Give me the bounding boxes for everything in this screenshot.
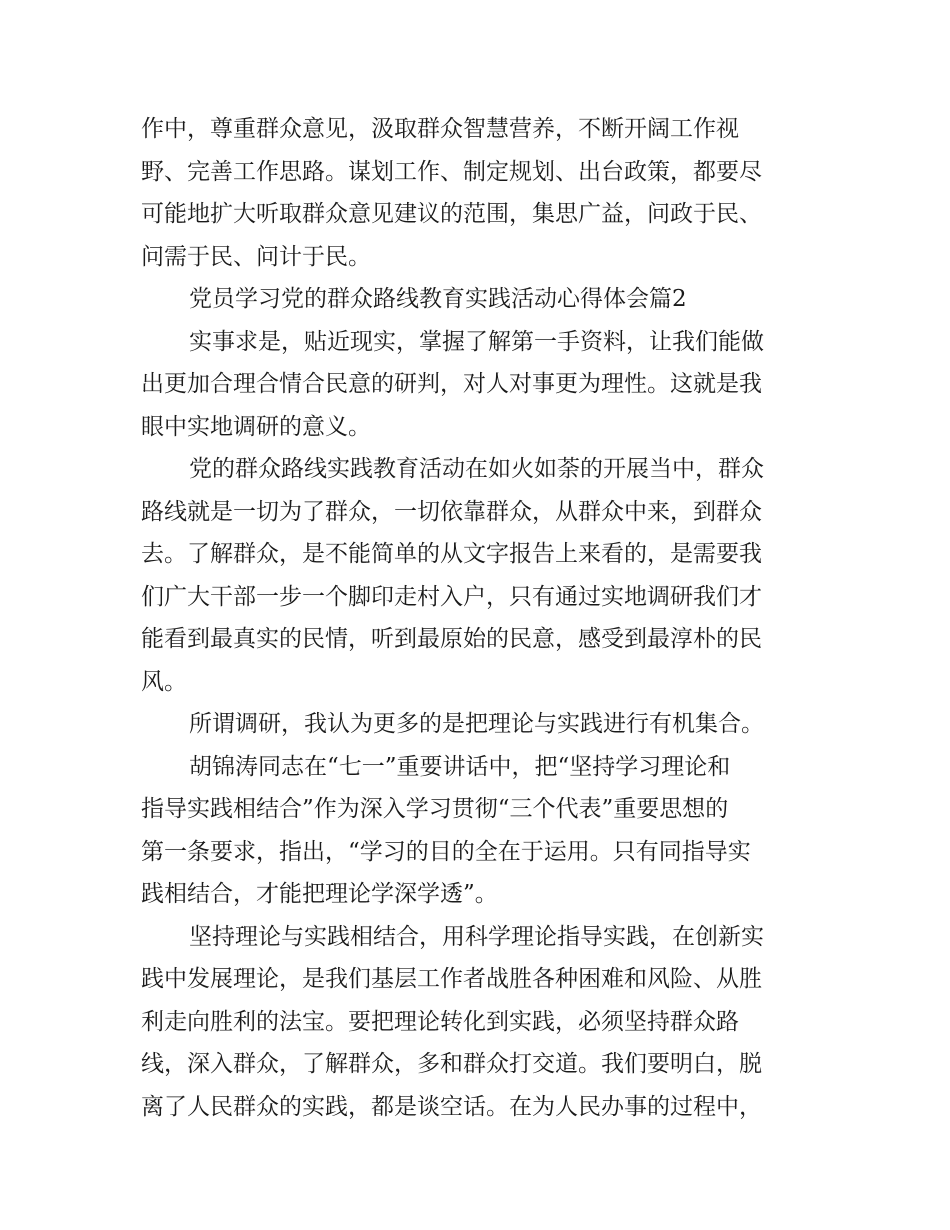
- text-line: 去。了解群众，是不能简单的从文字报告上来看的，是需要我: [141, 541, 762, 567]
- paragraph-6: [141, 746, 813, 916]
- text-line: 利走向胜利的法宝。要把理论转化到实践，必须坚持群众路: [141, 1008, 739, 1035]
- paragraph-1: [141, 108, 813, 278]
- text-line: 问需于民、问计于民。: [141, 243, 371, 270]
- paragraph-4: [141, 448, 813, 703]
- text-line: 线，深入群众，了解群众，多和群众打交道。我们要明白，脱: [141, 1051, 762, 1077]
- paragraph-5: [141, 703, 813, 746]
- text-line: 可能地扩大听取群众意见建议的范围，集思广益，问政于民、: [141, 201, 762, 227]
- text-line: 党的群众路线实践教育活动在如火如荼的开展当中，群众: [189, 456, 764, 482]
- text-line: 们广大干部一步一个脚印走村入户，只有通过实地调研我们才: [141, 583, 762, 610]
- text-line: 所谓调研，我认为更多的是把理论与实践进行有机集合。: [189, 711, 764, 737]
- heading-line: 党员学习党的群众路线教育实践活动心得体会篇2: [189, 286, 687, 312]
- text-line: 作中，尊重群众意见，汲取群众智慧营养，不断开阔工作视: [141, 116, 739, 142]
- text-line: 能看到最真实的民情，听到最原始的民意，感受到最淳朴的民: [141, 626, 762, 652]
- paragraph-3: [141, 321, 813, 449]
- text-line: 路线就是一切为了群众，一切依靠群众，从群众中来，到群众: [141, 498, 762, 525]
- text-line: 第一条要求，指出，“学习的目的全在于运用。只有同指导实: [141, 838, 751, 865]
- text-line: 风。: [141, 668, 187, 695]
- text-line: 实事求是，贴近现实，掌握了解第一手资料，让我们能做: [189, 328, 764, 355]
- text-line: 野、完善工作思路。谋划工作、制定规划、出台政策，都要尽: [141, 158, 762, 185]
- text-line: 眼中实地调研的意义。: [141, 413, 371, 440]
- text-line: 践中发展理论，是我们基层工作者战胜各种困难和风险、从胜: [141, 966, 762, 992]
- paragraph-7: [141, 916, 813, 1129]
- text-line: 坚持理论与实践相结合，用科学理论指导实践，在创新实: [189, 923, 764, 950]
- text-line: 指导实践相结合”作为深入学习贯彻“三个代表”重要思想的: [141, 796, 729, 822]
- document-body: [141, 108, 813, 1128]
- section-heading: [141, 278, 813, 321]
- text-line: 离了人民群众的实践，都是谈空话。在为人民办事的过程中，: [141, 1093, 762, 1120]
- text-line: 践相结合，才能把理论学深学透”。: [141, 881, 498, 907]
- text-line: 胡锦涛同志在“七一”重要讲话中，把“坚持学习理论和: [189, 753, 731, 780]
- text-line: 出更加合理合情合民意的研判，对人对事更为理性。这就是我: [141, 371, 762, 397]
